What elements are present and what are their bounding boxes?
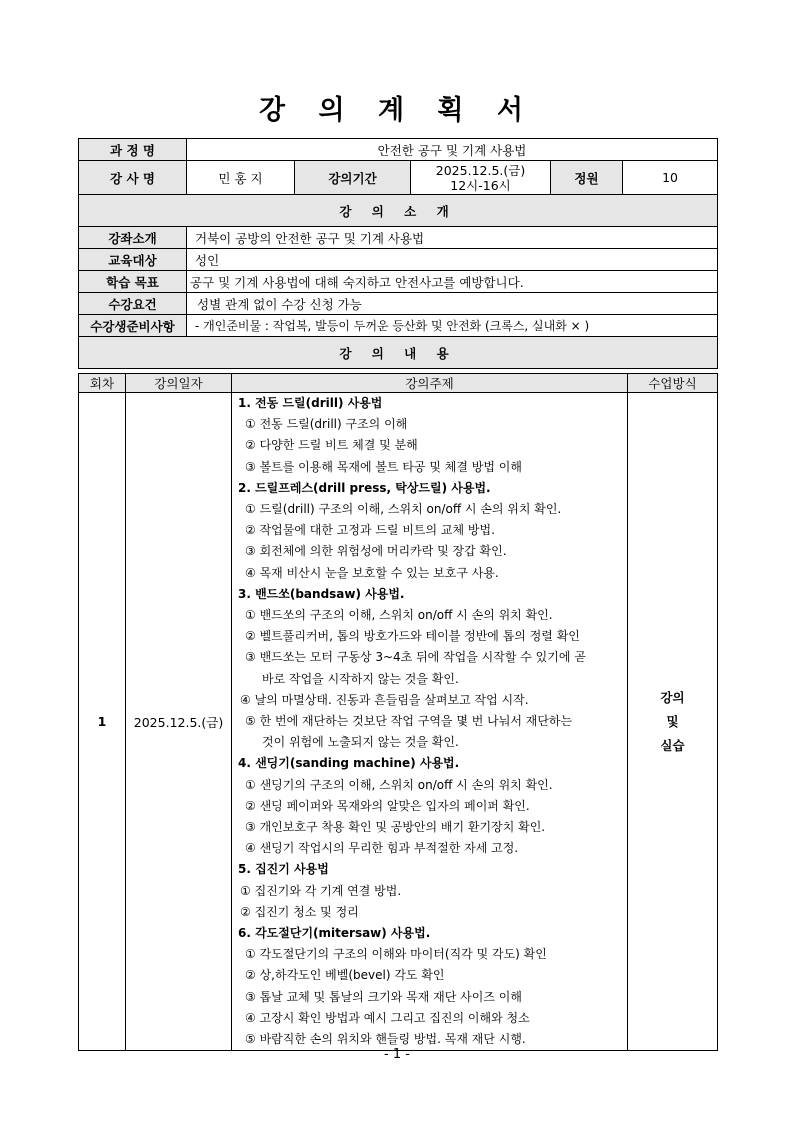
session-date: 2025.12.5.(금) bbox=[126, 393, 232, 1051]
topic-item: ④ 목재 비산시 눈을 보호할 수 있는 보호구 사용. bbox=[245, 565, 499, 580]
topic-heading: 3. 밴드쏘(bandsaw) 사용법. bbox=[238, 586, 405, 601]
goal-value: 공구 및 기계 사용법에 대해 숙지하고 안전사고를 예방합니다. bbox=[187, 271, 718, 293]
preparation-value: - 개인준비물 : 작업복, 발등이 두꺼운 등산화 및 안전화 (크록스, 실내화 × ) bbox=[187, 315, 718, 337]
instructor-label: 강 사 명 bbox=[79, 161, 187, 195]
course-name-value: 안전한 공구 및 기계 사용법 bbox=[187, 139, 718, 161]
topic-content bbox=[232, 393, 628, 1051]
method-line: 실습 bbox=[660, 737, 685, 753]
session-header: 회차 bbox=[79, 374, 126, 393]
topic-item: ③ 개인보호구 착용 확인 및 공방안의 배기 환기장치 확인. bbox=[245, 820, 546, 835]
method-header: 수업방식 bbox=[628, 374, 718, 393]
page-title: 강 의 계 획 서 bbox=[258, 95, 535, 126]
topic-item: ④ 고장시 확인 방법과 예시 그리고 집진의 이해와 청소 bbox=[245, 1010, 530, 1025]
method-line: 및 bbox=[666, 713, 679, 729]
topic-heading: 5. 집진기 사용법 bbox=[238, 862, 329, 877]
topic-item: ③ 볼트를 이용해 목재에 볼트 타공 및 체결 방법 이해 bbox=[245, 459, 522, 474]
target-label: 교육대상 bbox=[79, 249, 187, 271]
preparation-label: 수강생준비사항 bbox=[79, 315, 187, 337]
topic-heading: 6. 각도절단기(mitersaw) 사용법. bbox=[238, 926, 431, 941]
goal-label: 학습 목표 bbox=[79, 271, 187, 293]
topic-item: ⑤ 바람직한 손의 위치와 핸들링 방법. 목재 재단 시행. bbox=[245, 1032, 526, 1047]
topic-item: ② 집진기 청소 및 정리 bbox=[240, 904, 359, 919]
topic-item: ① 드릴(drill) 구조의 이해, 스위치 on/off 시 손의 위치 확인. bbox=[245, 502, 562, 517]
topic-item: ③ 회전체에 의한 위험성에 머리카락 및 장갑 확인. bbox=[245, 544, 507, 559]
session-number: 1 bbox=[79, 393, 126, 1051]
topic-heading: 2. 드릴프레스(drill press, 탁상드릴) 사용법. bbox=[238, 480, 491, 495]
method-line: 강의 bbox=[660, 689, 685, 705]
topic-item: ② 샌딩 페이퍼와 목재와의 알맞은 입자의 페이퍼 확인. bbox=[245, 798, 530, 813]
topic-item: ① 각도절단기의 구조의 이해와 마이터(직각 및 각도) 확인 bbox=[245, 947, 547, 962]
topic-item: ① 집진기와 각 기계 연결 방법. bbox=[240, 883, 402, 898]
topic-item: ② 다양한 드릴 비트 체결 및 분해 bbox=[245, 438, 418, 453]
summary-value: 거북이 공방의 안전한 공구 및 기계 사용법 bbox=[187, 227, 718, 249]
period-time: 12시-16시 bbox=[450, 177, 511, 193]
method-value bbox=[628, 393, 718, 1051]
topic-heading: 4. 샌딩기(sanding machine) 사용법. bbox=[238, 756, 460, 771]
instructor-value: 민 홍 지 bbox=[187, 161, 295, 195]
course-info-table bbox=[78, 138, 718, 369]
topic-item: ① 밴드쏘의 구조의 이해, 스위치 on/off 시 손의 위치 확인. bbox=[245, 608, 553, 623]
schedule-table bbox=[78, 373, 718, 1051]
topic-item: ① 전동 드릴(drill) 구조의 이해 bbox=[245, 417, 408, 432]
requirement-value: 성별 관계 없이 수강 신청 가능 bbox=[187, 293, 718, 315]
requirement-label: 수강요건 bbox=[79, 293, 187, 315]
course-name-label: 과 정 명 bbox=[79, 139, 187, 161]
topic-item: ② 벨트풀리커버, 톱의 방호가드와 테이블 정반에 톱의 정렬 확인 bbox=[245, 629, 580, 644]
topic-item: ④ 샌딩기 작업시의 무리한 힘과 부적절한 자세 고정. bbox=[245, 841, 519, 856]
topic-header: 강의주제 bbox=[232, 374, 628, 393]
topic-item: ① 샌딩기의 구조의 이해, 스위치 on/off 시 손의 위치 확인. bbox=[245, 777, 553, 792]
date-header: 강의일자 bbox=[126, 374, 232, 393]
period-value bbox=[411, 161, 551, 195]
page-number: - 1 - bbox=[384, 1047, 410, 1062]
content-section-header: 강 의 내 용 bbox=[79, 337, 718, 369]
target-value: 성인 bbox=[187, 249, 718, 271]
topic-item: ④ 날의 마멸상태. 진동과 흔들림을 살펴보고 작업 시작. bbox=[240, 692, 529, 707]
period-date: 2025.12.5.(금) bbox=[435, 162, 526, 178]
topic-item: ② 작업물에 대한 고정과 드릴 비트의 교체 방법. bbox=[245, 523, 495, 538]
topic-item: 바로 작업을 시작하지 않는 것을 확인. bbox=[262, 671, 459, 686]
topic-item: ③ 톱날 교체 및 톱날의 크기와 목재 재단 사이즈 이해 bbox=[245, 989, 522, 1004]
intro-section-header: 강 의 소 개 bbox=[79, 195, 718, 227]
capacity-value: 10 bbox=[623, 161, 718, 195]
summary-label: 강좌소개 bbox=[79, 227, 187, 249]
topic-item: ② 상,하각도인 베벨(bevel) 각도 확인 bbox=[245, 968, 445, 983]
topic-heading: 1. 전동 드릴(drill) 사용법 bbox=[238, 396, 383, 410]
topic-item: ⑤ 한 번에 재단하는 것보단 작업 구역을 몇 번 나눠서 재단하는 bbox=[245, 714, 573, 729]
period-label: 강의기간 bbox=[295, 161, 411, 195]
capacity-label: 정원 bbox=[551, 161, 623, 195]
topic-item: ③ 밴드쏘는 모터 구동상 3~4초 뒤에 작업을 시작할 수 있기에 곧 bbox=[245, 650, 586, 665]
topic-item: 것이 위험에 노출되지 않는 것을 확인. bbox=[262, 735, 459, 750]
